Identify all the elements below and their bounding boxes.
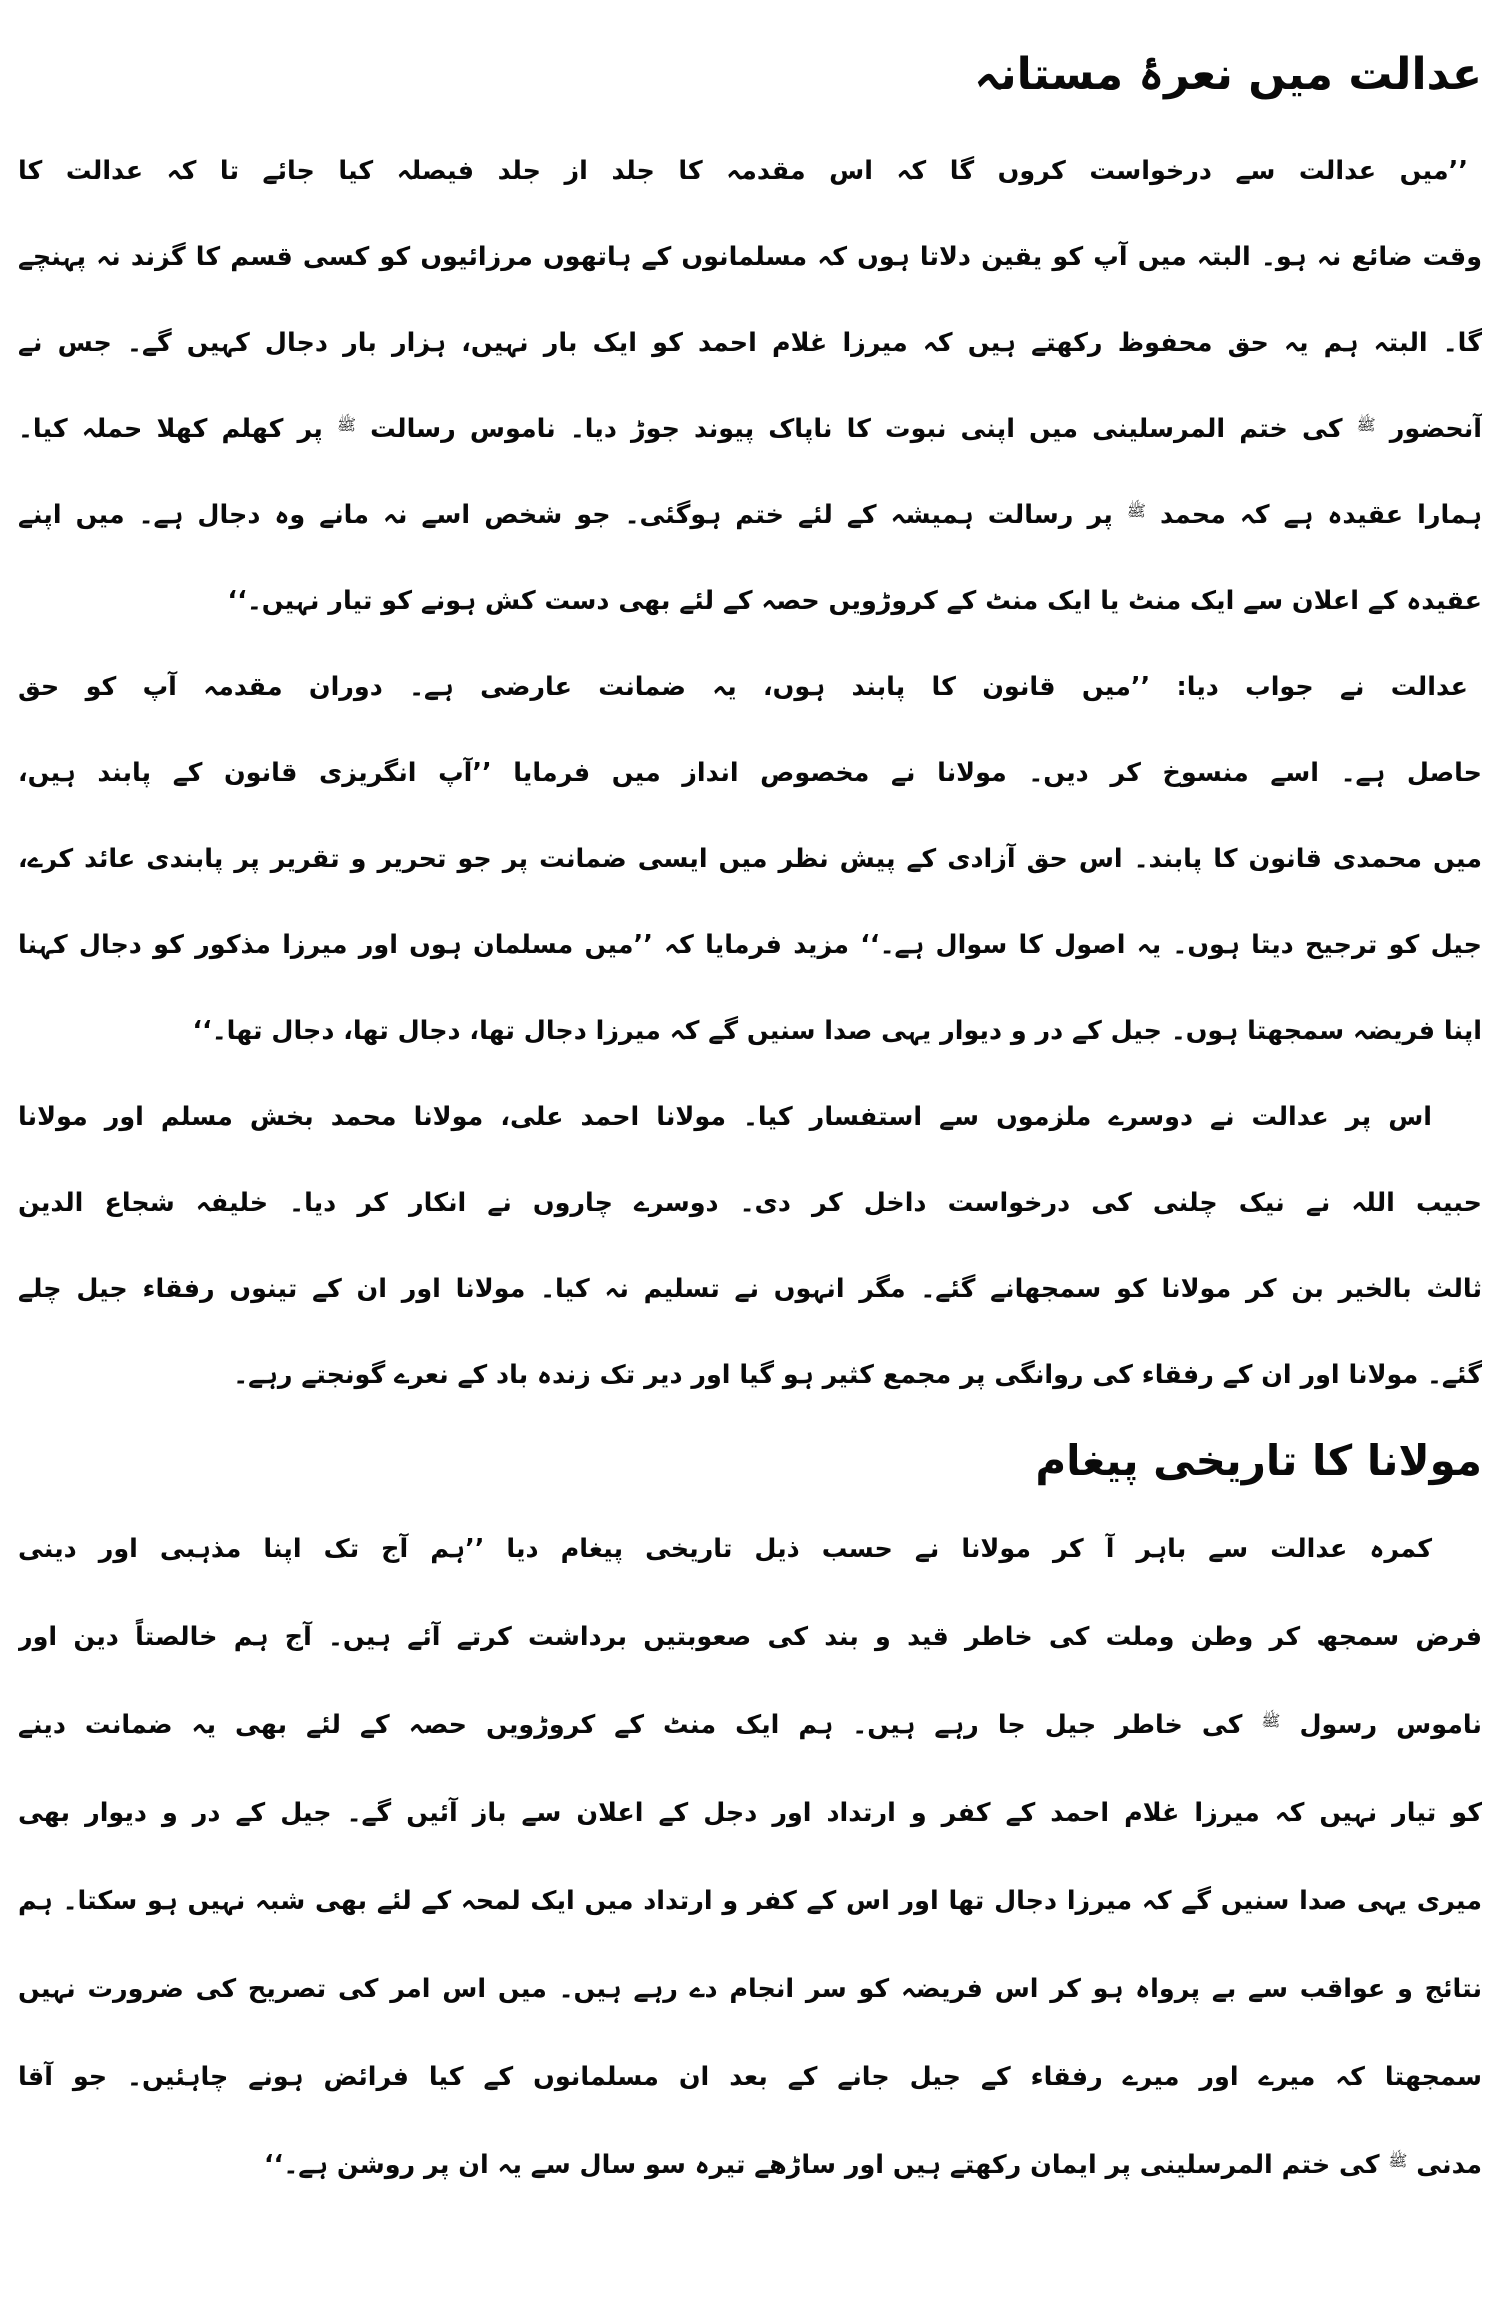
text-line: مدنی $^ﷺ$ کی ختم المرسلینی پر ایمان رکھتے ہیں اور ساڑھے تیرہ سو سال سے یہ ان پر روشن ہے۔‘‘ [264, 2149, 1482, 2179]
text-line: گا۔ البتہ ہم یہ حق محفوظ رکھتے ہیں کہ میرزا غلام احمد کو ایک بار نہیں، ہزار بار دجال کہیں گے۔ جس نے [18, 327, 1482, 357]
page-title: عدالت میں نعرۂ مستانہ [974, 49, 1482, 100]
text-line: حاصل ہے۔ اسے منسوخ کر دیں۔ مولانا نے مخصوص انداز میں فرمایا ’’آپ انگریزی قانون کے پابند ہیں، [18, 757, 1482, 787]
text-line: جیل کو ترجیح دیتا ہوں۔ یہ اصول کا سوال ہے۔‘‘ مزید فرمایا کہ ’’میں مسلمان ہوں اور میرزا مذکور کو دجال کہنا [18, 929, 1482, 959]
text-line: عقیدہ کے اعلان سے ایک منٹ یا ایک منٹ کے کروڑویں حصہ کے لئے بھی دست کش ہونے کو تیار نہیں۔‘‘ [227, 585, 1482, 615]
text-line: فرض سمجھ کر وطن وملت کی خاطر قید و بند کی صعوبتیں برداشت کرتے آئے ہیں۔ آج ہم خالصتاً دین اور [18, 1621, 1482, 1651]
salawat-ligature: ﷺ [1388, 2150, 1408, 2170]
salawat-ligature: ﷺ [1356, 414, 1376, 434]
text-line: میری یہی صدا سنیں گے کہ میرزا دجال تھا اور اس کے کفر و ارتداد میں ایک لمحہ کے لئے بھی شبہ نہیں ہو سکتا۔ ہم [18, 1885, 1482, 1915]
text-line: وقت ضائع نہ ہو۔ البتہ میں آپ کو یقین دلاتا ہوں کہ مسلمانوں کے ہاتھوں مرزائیوں کو کسی قسم کا گزند نہ پہنچے [18, 241, 1482, 271]
paragraph [18, 1504, 1482, 2208]
text-line: کمرہ عدالت سے باہر آ کر مولانا نے حسب ذیل تاریخی پیغام دیا ’’ہم آج تک اپنا مذہبی اور دینی [18, 1533, 1432, 1563]
text-line: میں محمدی قانون کا پابند۔ اس حق آزادی کے پیش نظر میں ایسی ضمانت پر جو تحریر و تقریر پر پابندی عائد کرے، [18, 843, 1482, 873]
salawat-ligature: ﷺ [1261, 1710, 1281, 1730]
text-line: گئے۔ مولانا اور ان کے رفقاء کی روانگی پر مجمع کثیر ہو گیا اور دیر تک زندہ باد کے نعرے گونجتے رہے۔ [233, 1359, 1482, 1389]
text-line: ناموس رسول $^ﷺ$ کی خاطر جیل جا رہے ہیں۔ ہم ایک منٹ کے کروڑویں حصہ کے لئے بھی یہ ضمانت دینے [18, 1709, 1482, 1739]
text-line: ہمارا عقیدہ ہے کہ محمد $^ﷺ$ پر رسالت ہمیشہ کے لئے ختم ہوگئی۔ جو شخص اسے نہ مانے وہ دجال ہے۔ میں اپنے [18, 499, 1482, 529]
salawat-ligature: ﷺ [1126, 500, 1146, 520]
text-line: حبیب اللہ نے نیک چلنی کی درخواست داخل کر دی۔ دوسرے چاروں نے انکار کر دیا۔ خلیفہ شجاع الدین [18, 1187, 1482, 1217]
text-line: نتائج و عواقب سے بے پرواہ ہو کر اس فریضہ کو سر انجام دے رہے ہیں۔ میں اس امر کی تصریح کی ضرورت نہیں [18, 1973, 1482, 2003]
text-line: ’’میں عدالت سے درخواست کروں گا کہ اس مقدمہ کا جلد از جلد فیصلہ کیا جائے تا کہ عدالت کا [18, 155, 1468, 185]
text-line: سمجھتا کہ میرے اور میرے رفقاء کے جیل جانے کے بعد ان مسلمانوں کے کیا فرائض ہونے چاہئیں۔ جو آقا [18, 2061, 1482, 2091]
paragraph [18, 1073, 1482, 1417]
text-line: عدالت نے جواب دیا: ’’میں قانون کا پابند ہوں، یہ ضمانت عارضی ہے۔ دوران مقدمہ آپ کو حق [18, 671, 1468, 701]
text-line: کو تیار نہیں کہ میرزا غلام احمد کے کفر و ارتداد اور دجل کے اعلان سے باز آئیں گے۔ جیل کے در و دیوار بھی [18, 1797, 1482, 1827]
text-line: آنحضور $^ﷺ$ کی ختم المرسلینی میں اپنی نبوت کا ناپاک پیوند جوڑ دیا۔ ناموس رسالت $^ﷺ$ پر کھلم کھلا حملہ کیا۔ [18, 413, 1482, 443]
text-line: ثالث بالخیر بن کر مولانا کو سمجھانے گئے۔ مگر انہوں نے تسلیم نہ کیا۔ مولانا اور ان کے تینوں رفقاء جیل چلے [18, 1273, 1482, 1303]
text-line: اپنا فریضہ سمجھتا ہوں۔ جیل کے در و دیوار یہی صدا سنیں گے کہ میرزا دجال تھا، دجال تھا، دجال تھا۔‘‘ [192, 1015, 1482, 1045]
paragraph [18, 643, 1482, 1073]
paragraph [18, 127, 1482, 643]
salawat-ligature: ﷺ [336, 414, 356, 434]
section-heading: مولانا کا تاریخی پیغام [1035, 1436, 1482, 1485]
text-line: اس پر عدالت نے دوسرے ملزموں سے استفسار کیا۔ مولانا احمد علی، مولانا محمد بخش مسلم اور مولانا [18, 1101, 1432, 1131]
